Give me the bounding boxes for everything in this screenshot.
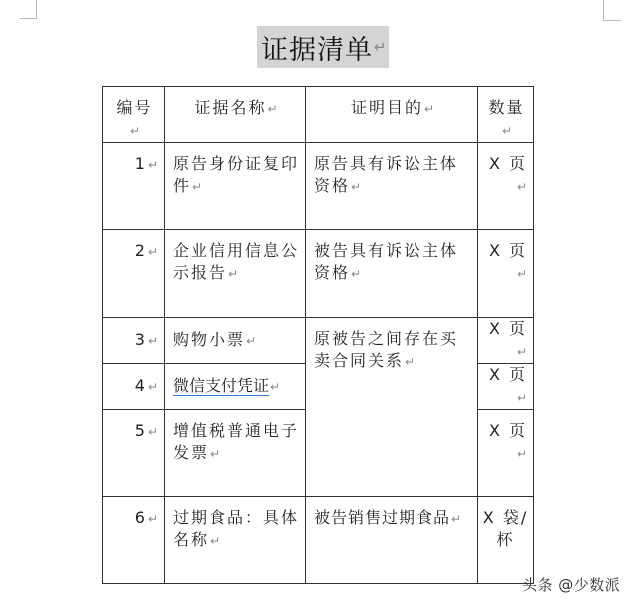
evidence-name-cell xyxy=(165,143,306,230)
evidence-table xyxy=(102,86,534,584)
quantity-text: X 页 xyxy=(488,241,527,260)
quantity-text: X 页 xyxy=(488,421,527,440)
paragraph-mark-icon: ↵ xyxy=(147,512,158,526)
row-number-cell xyxy=(103,364,165,410)
header-qty: 数量 xyxy=(488,98,525,117)
header-cell xyxy=(165,87,306,143)
row-number: 6 xyxy=(134,508,147,527)
paragraph-mark-icon: ↵ xyxy=(351,180,362,194)
quantity-cell xyxy=(478,364,534,410)
quantity-text: X 页 xyxy=(488,154,527,173)
row-number: 2 xyxy=(134,241,147,260)
quantity-cell xyxy=(478,143,534,230)
evidence-name: 微信支付凭证 xyxy=(173,376,270,395)
paragraph-mark-icon: ↵ xyxy=(270,380,281,394)
quantity-cell xyxy=(478,318,534,364)
purpose-cell xyxy=(306,497,478,584)
header-cell xyxy=(478,87,534,143)
table-row xyxy=(103,318,534,364)
quantity-text: X 页 xyxy=(488,319,527,338)
row-number-cell xyxy=(103,410,165,497)
purpose-cell xyxy=(306,230,478,318)
table-row xyxy=(103,497,534,584)
evidence-name: 购物小票 xyxy=(173,330,246,349)
purpose-text: 原被告之间存在买卖合同关系 xyxy=(314,329,459,370)
paragraph-mark-icon: ↵ xyxy=(516,391,527,405)
header-cell xyxy=(103,87,165,143)
quantity-text: X 页 xyxy=(488,365,527,384)
evidence-name-cell xyxy=(165,230,306,318)
evidence-name-cell xyxy=(165,497,306,584)
quantity-cell xyxy=(478,410,534,497)
paragraph-mark-icon: ↵ xyxy=(192,180,203,194)
evidence-name: 增值税普通电子发票 xyxy=(173,421,300,462)
paragraph-mark-icon: ↵ xyxy=(351,267,362,281)
purpose-cell-merged xyxy=(306,318,478,497)
paragraph-mark-icon: ↵ xyxy=(147,334,158,348)
paragraph-mark-icon: ↵ xyxy=(210,534,221,548)
paragraph-mark-icon: ↵ xyxy=(405,355,416,369)
paragraph-mark-icon: ↵ xyxy=(210,447,221,461)
paragraph-mark-icon: ↵ xyxy=(451,512,462,526)
paragraph-mark-icon: ↵ xyxy=(501,124,513,138)
header-purpose: 证明目的 xyxy=(350,98,423,117)
paragraph-mark-icon: ↵ xyxy=(129,124,141,138)
paragraph-mark-icon: ↵ xyxy=(374,38,387,56)
row-number-cell xyxy=(103,143,165,230)
purpose-text: 被告销售过期食品 xyxy=(314,508,451,527)
paragraph-mark-icon: ↵ xyxy=(516,267,527,281)
paragraph-mark-icon: ↵ xyxy=(147,425,158,439)
paragraph-mark-icon: ↵ xyxy=(147,158,158,172)
purpose-cell xyxy=(306,143,478,230)
table-header-row xyxy=(103,87,534,143)
quantity-cell xyxy=(478,230,534,318)
row-number: 4 xyxy=(134,376,147,395)
page-corner-mark-right xyxy=(603,0,621,21)
header-cell xyxy=(306,87,478,143)
page-corner-mark-left xyxy=(20,0,37,19)
evidence-name: 过期食品：具体名称 xyxy=(173,508,300,549)
watermark: 头条 @少数派 xyxy=(522,576,621,594)
row-number-cell xyxy=(103,497,165,584)
evidence-name-cell xyxy=(165,410,306,497)
paragraph-mark-icon: ↵ xyxy=(423,102,435,116)
header-no: 编号 xyxy=(116,98,153,117)
evidence-name: 企业信用信息公示报告 xyxy=(173,241,300,282)
row-number-cell xyxy=(103,230,165,318)
paragraph-mark-icon: ↵ xyxy=(516,447,527,461)
purpose-text: 被告具有诉讼主体资格 xyxy=(314,241,459,282)
paragraph-mark-icon: ↵ xyxy=(516,345,527,359)
paragraph-mark-icon: ↵ xyxy=(147,380,158,394)
paragraph-mark-icon: ↵ xyxy=(147,245,158,259)
quantity-text: X 袋/杯 xyxy=(482,508,529,549)
purpose-text: 原告具有诉讼主体资格 xyxy=(314,154,459,195)
title-selection-highlight[interactable] xyxy=(257,26,389,68)
header-name: 证据名称 xyxy=(194,98,267,117)
evidence-name-cell xyxy=(165,318,306,364)
evidence-name-cell xyxy=(165,364,306,410)
document-title: 证据清单 xyxy=(261,34,373,66)
evidence-name: 原告身份证复印件 xyxy=(173,154,300,195)
row-number: 1 xyxy=(134,154,147,173)
table-row xyxy=(103,143,534,230)
row-number: 3 xyxy=(134,330,147,349)
row-number-cell xyxy=(103,318,165,364)
quantity-cell xyxy=(478,497,534,584)
paragraph-mark-icon: ↵ xyxy=(228,267,239,281)
paragraph-mark-icon: ↵ xyxy=(516,180,527,194)
row-number: 5 xyxy=(134,421,147,440)
paragraph-mark-icon: ↵ xyxy=(267,102,278,116)
table-row xyxy=(103,230,534,318)
paragraph-mark-icon: ↵ xyxy=(246,334,257,348)
